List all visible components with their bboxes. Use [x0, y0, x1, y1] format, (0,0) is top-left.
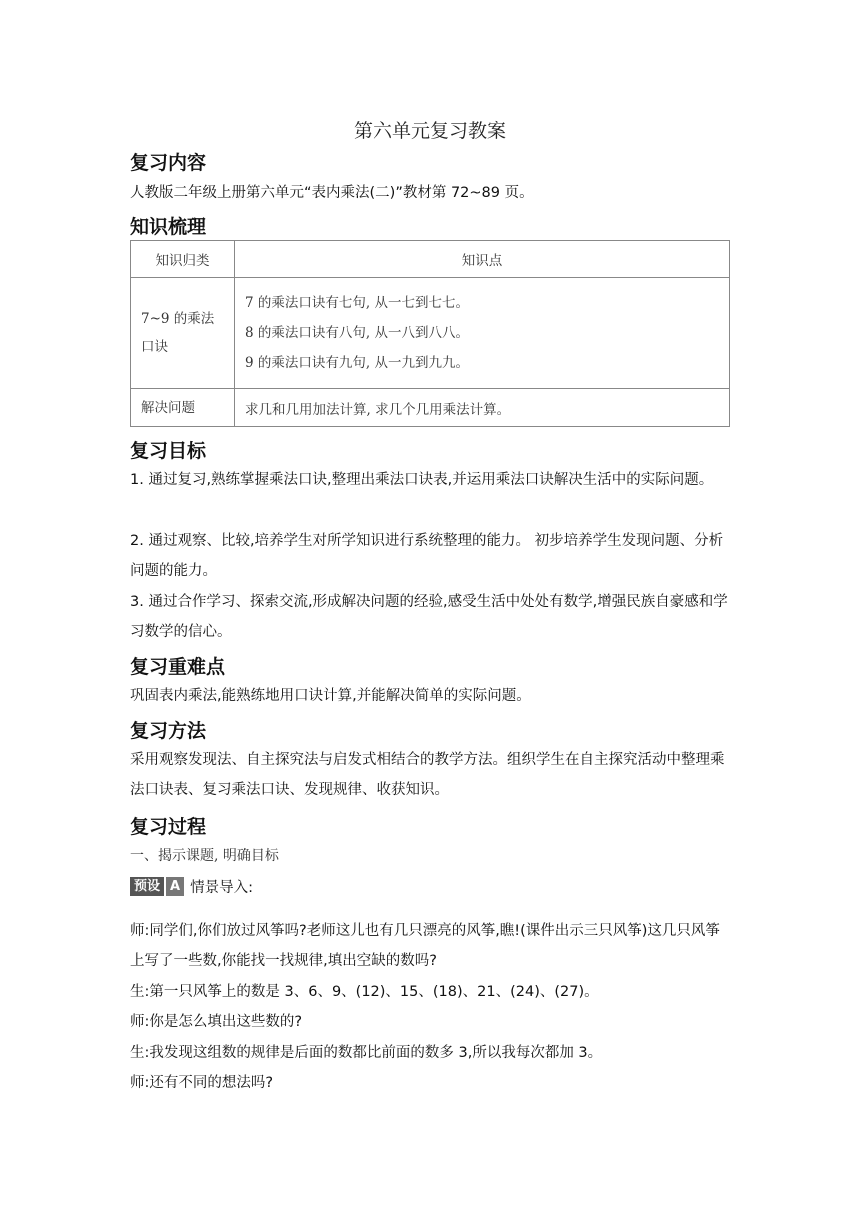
- heading-review-method: 复习方法: [130, 720, 207, 742]
- preset-badge: 预设: [130, 877, 164, 896]
- heading-key-points: 复习重难点: [130, 656, 226, 678]
- document-title: 第六单元复习教案: [353, 120, 506, 142]
- goal-item: 3. 通过合作学习、探索交流,形成解决问题的经验,感受生活中处处有数学,增强民族自豪感和学习数学的信心。: [130, 594, 728, 640]
- knowledge-table: [130, 240, 730, 427]
- heading-review-goals: 复习目标: [130, 440, 207, 462]
- review-method-text: 采用观察发现法、自主探究法与启发式相结合的教学方法。组织学生在自主探究活动中整理乘法口诀表、复习乘法口诀、发现规律、收获知识。: [130, 752, 725, 798]
- dialog-line: 师:你是怎么填出这些数的?: [130, 1014, 303, 1030]
- heading-knowledge-summary: 知识梳理: [130, 216, 207, 238]
- heading-review-content: 复习内容: [130, 152, 207, 174]
- goal-item: 1. 通过复习,熟练掌握乘法口诀,整理出乘法口诀表,并运用乘法口诀解决生活中的实际问题。: [130, 472, 714, 488]
- point-line: 7 的乘法口诀有七句, 从一七到七七。: [245, 295, 469, 311]
- dialog-line: 生:我发现这组数的规律是后面的数都比前面的数多 3,所以我每次都加 3。: [130, 1045, 603, 1061]
- dialog-line: 师:同学们,你们放过风筝吗?老师这儿也有几只漂亮的风筝,瞧!(课件出示三只风筝)这几只风筝上写了一些数,你能找一找规律,填出空缺的数吗?: [130, 923, 720, 969]
- point-line: 8 的乘法口诀有八句, 从一八到八八。: [245, 325, 469, 341]
- table-header-category: 知识归类: [131, 241, 235, 278]
- process-subheading: 一、揭示课题, 明确目标: [130, 848, 279, 864]
- table-cell-category: 解决问题: [131, 389, 235, 427]
- goal-item: 2. 通过观察、比较,培养学生对所学知识进行系统整理的能力。 初步培养学生发现问题、分析问题的能力。: [130, 533, 724, 579]
- table-cell-points: [235, 278, 730, 389]
- point-line: 9 的乘法口诀有九句, 从一九到九九。: [245, 355, 469, 371]
- preset-badge-line: [130, 876, 253, 897]
- table-row: [131, 389, 730, 427]
- table-cell-category: 7~9 的乘法口诀: [131, 278, 235, 389]
- dialog-line: 生:第一只风筝上的数是 3、6、9、(12)、15、(18)、21、(24)、(27)。: [130, 984, 599, 1000]
- preset-badge-letter: A: [166, 877, 184, 896]
- preset-label: 情景导入:: [190, 880, 253, 896]
- review-content-text: 人教版二年级上册第六单元“表内乘法(二)”教材第 72~89 页。: [130, 185, 534, 201]
- dialog-line: 师:还有不同的想法吗?: [130, 1075, 274, 1091]
- table-header-row: [131, 241, 730, 278]
- table-cell-points: 求几和几用加法计算, 求几个几用乘法计算。: [235, 389, 730, 427]
- table-header-points: 知识点: [235, 241, 730, 278]
- key-points-text: 巩固表内乘法,能熟练地用口诀计算,并能解决简单的实际问题。: [130, 688, 531, 704]
- heading-review-process: 复习过程: [130, 816, 207, 838]
- table-row: [131, 278, 730, 389]
